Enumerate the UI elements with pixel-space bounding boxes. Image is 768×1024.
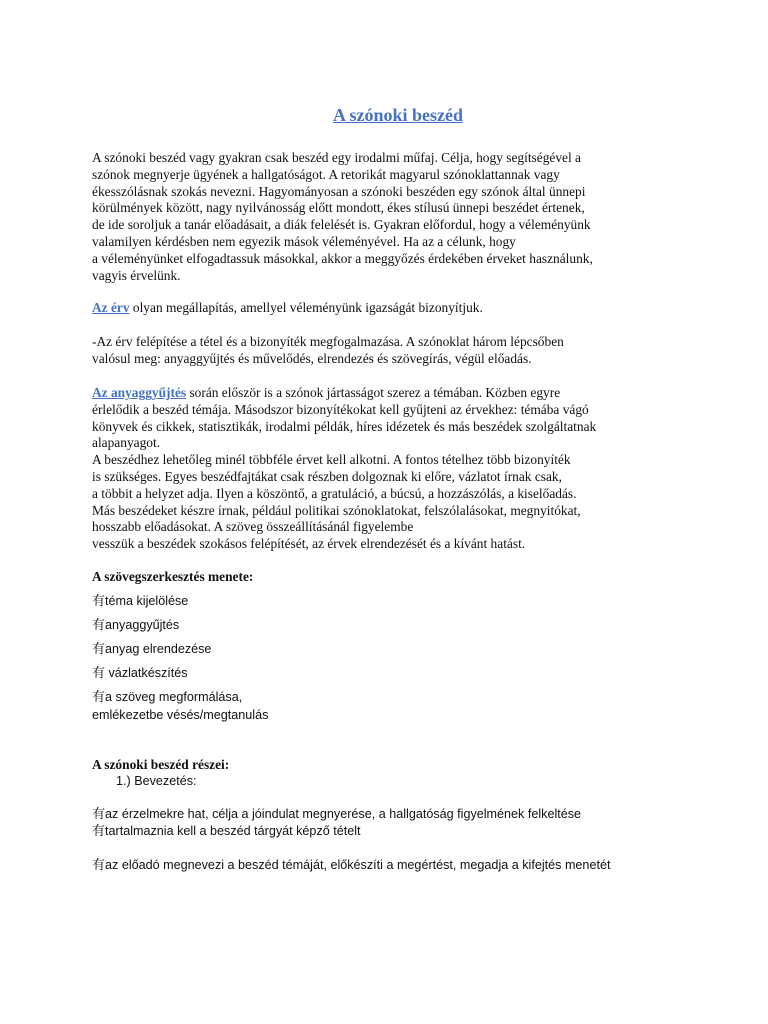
intro-line: ékesszólásnak szokás nevezni. Hagyományosan a szónoki beszéden egy szónok által ünnepi — [92, 183, 586, 199]
page-title — [0, 105, 768, 126]
anyaggyujtes-line: alapanyagot. — [92, 435, 161, 451]
anyaggyujtes-line: is szükséges. Egyes beszédfajtákat csak részben dolgoznak ki előre, vázlatot írnak csak, — [92, 468, 562, 484]
bullet-icon: 有 — [92, 807, 106, 822]
intro-line: vagyis érvelünk. — [92, 267, 181, 283]
anyaggyujtes-line: a többit a helyzet adja. Ilyen a köszöntő, a gratuláció, a búcsú, a hozzászólás, a kiselőadás. — [92, 485, 577, 501]
szerkesztes-item — [92, 689, 692, 707]
felepites-line: valósul meg: anyaggyűjtés és művelődés, elrendezés és szövegírás, végül előadás. — [92, 350, 532, 366]
szerkesztes-heading: A szövegszerkesztés menete: — [92, 569, 254, 584]
szerkesztes-item — [92, 641, 692, 659]
bevezetes-label: 1.) Bevezetés: — [116, 774, 197, 788]
szerkesztes-item — [92, 665, 692, 683]
reszei-bullet-text: az előadó megnevezi a beszéd témáját, előkészíti a megértést, megadja a kifejtés menetét — [105, 858, 611, 872]
szerkesztes-item-label: anyaggyűjtés — [105, 618, 180, 632]
anyaggyujtes-line: A beszédhez lehetőleg minél többféle érvet kell alkotni. A fontos tételhez több bizonyíték — [92, 452, 571, 468]
erv-text: olyan megállapítás, amellyel véleményünk igazságát bizonyítjuk. — [129, 300, 483, 315]
anyaggyujtes-line: Más beszédeket készre írnak, például politikai szónoklatokat, felszólalásokat, megnyitókat, — [92, 502, 581, 518]
bullet-icon: 有 — [92, 690, 106, 705]
reszei-bullet — [92, 823, 692, 841]
anyaggyujtes-line: könyvek és cikkek, statisztikák, irodalmi példák, híres idézetek és más beszédek szolgáltatnak — [92, 418, 597, 434]
bullet-icon: 有 — [92, 642, 106, 657]
bullet-icon: 有 — [92, 618, 106, 633]
intro-line: szónok megnyerje ügyének a hallgatóságot. A retorikát magyarul szónoklattannak vagy — [92, 166, 560, 182]
szerkesztes-continuation — [92, 707, 692, 724]
bullet-icon: 有 — [92, 666, 106, 681]
felepites-paragraph — [92, 334, 692, 368]
erv-link[interactable]: Az érv — [92, 300, 130, 315]
reszei-bullet — [92, 806, 692, 824]
anyaggyujtes-first-line: során először is a szónok jártasságot szerez a témában. Közben egyre — [186, 385, 561, 400]
anyaggyujtes-paragraph — [92, 385, 692, 553]
bullet-icon: 有 — [92, 594, 106, 609]
intro-line: A szónoki beszéd vagy gyakran csak beszéd egy irodalmi műfaj. Célja, hogy segítségével a — [92, 150, 581, 165]
bullet-icon: 有 — [92, 824, 106, 839]
reszei-bullet-text: az érzelmekre hat, célja a jóindulat megnyerése, a hallgatóság figyelmének felkeltése — [105, 807, 582, 821]
reszei-numbered-item — [92, 773, 716, 790]
szerkesztes-item-label: a szöveg megformálása, — [105, 690, 243, 704]
title-link[interactable]: A szónoki beszéd — [332, 105, 464, 125]
anyaggyujtes-line: hosszabb előadásokat. A szöveg összeállításánál figyelembe — [92, 519, 414, 535]
szerkesztes-item-label: anyag elrendezése — [105, 642, 212, 656]
bullet-icon: 有 — [92, 858, 106, 873]
anyaggyujtes-line: vesszük a beszédek szokásos felépítését, az érvek elrendezését és a kívánt hatást. — [92, 536, 526, 552]
erv-paragraph — [92, 300, 692, 317]
szerkesztes-item — [92, 617, 692, 635]
szerkesztes-item — [92, 593, 692, 611]
szerkesztes-item-label: vázlatkészítés — [105, 666, 188, 680]
felepites-line: -Az érv felépítése a tétel és a bizonyíték megfogalmazása. A szónoklat három lépcsőben — [92, 334, 564, 349]
szerkesztes-continuation-text: emlékezetbe vésés/megtanulás — [92, 708, 269, 722]
reszei-heading: A szónoki beszéd részei: — [92, 757, 230, 772]
intro-line: valamilyen kérdésben nem egyezik mások véleményével. Ha az a célunk, hogy — [92, 233, 516, 249]
intro-line: de ide soroljuk a tanár előadásait, a diák felelését is. Gyakran előfordul, hogy a véleményünk — [92, 217, 591, 233]
reszei-bullet-text: tartalmaznia kell a beszéd tárgyát képző tételt — [105, 824, 361, 838]
szerkesztes-item-label: téma kijelölése — [105, 594, 189, 608]
anyaggyujtes-line: érlelődik a beszéd témája. Másodszor bizonyítékokat kell gyűjteni az érvekhez: témába vágó — [92, 401, 589, 417]
anyaggyujtes-link[interactable]: Az anyaggyűjtés — [92, 385, 187, 400]
intro-line: körülmények között, nagy nyilvánosság előtt mondott, ékes stílusú ünnepi beszédet értenek, — [92, 200, 585, 216]
intro-paragraph — [92, 150, 692, 284]
intro-line: a véleményünket elfogadtassuk másokkal, akkor a meggyőzés érdekében érveket használunk, — [92, 250, 593, 266]
reszei-bullet — [92, 857, 692, 875]
